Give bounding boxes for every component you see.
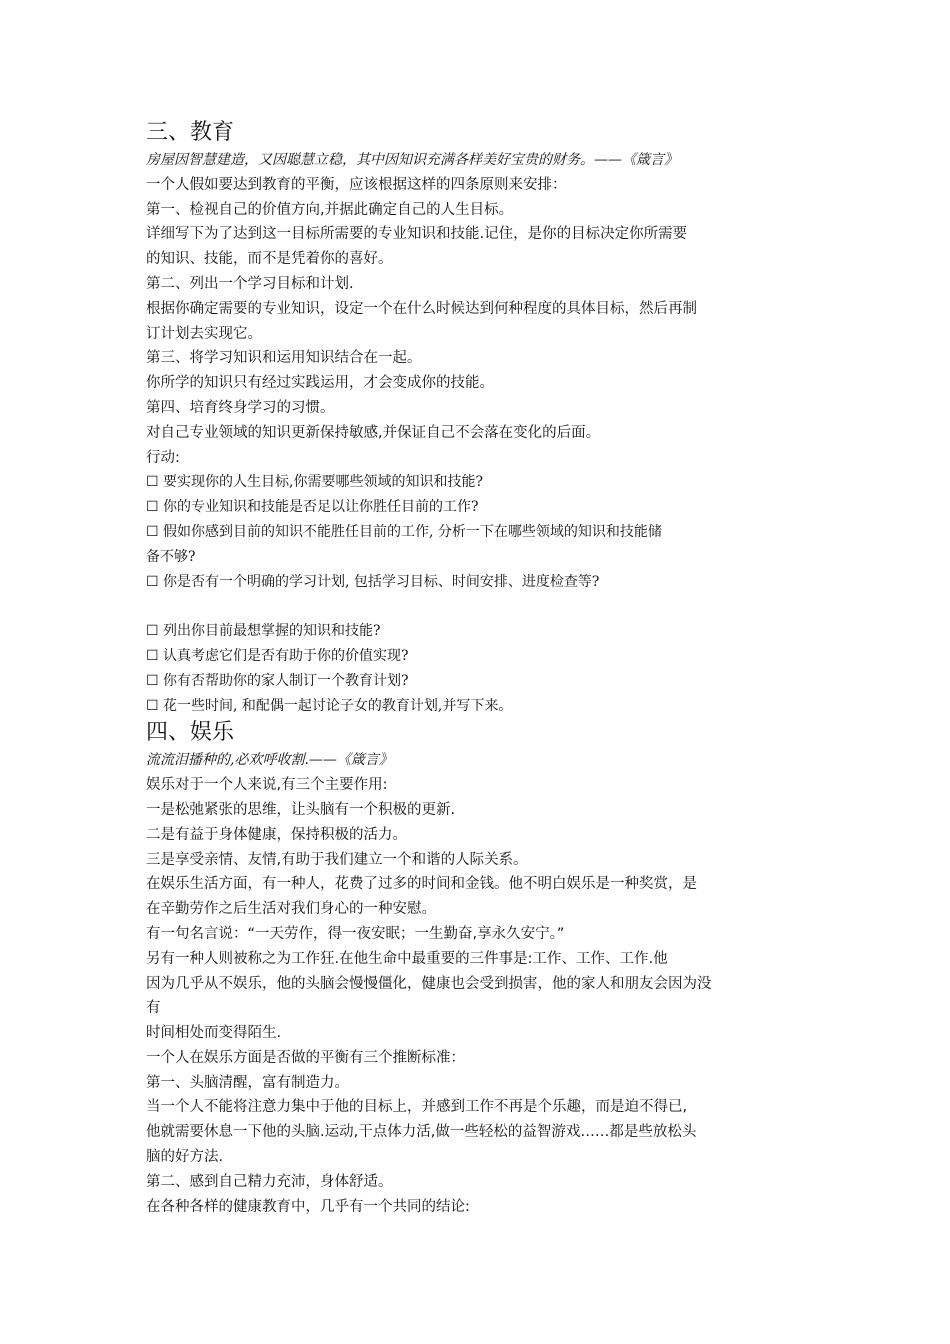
paragraph-line: 另有一种人则被称之为工作狂.在他生命中最重要的三件事是:工作、工作、工作.他 bbox=[146, 950, 668, 967]
paragraph-line: 时间相处而变得陌生. bbox=[146, 1025, 282, 1042]
criterion-heading: 第一、头脑清醒，富有制造力。 bbox=[146, 1074, 349, 1091]
document-page bbox=[146, 118, 826, 1219]
paragraph-line: 一个人在娱乐方面是否做的平衡有三个推断标准： bbox=[146, 1049, 465, 1066]
section-heading-education: 三、教育 bbox=[146, 120, 235, 145]
proverb-quote: 流流泪播种的,必欢呼收割.——《箴言》 bbox=[146, 752, 393, 769]
paragraph-line: 有一句名言说：“一天劳作，得一夜安眠；一生勤奋,享永久安宁。” bbox=[146, 925, 565, 942]
checklist-item: ☐ 要实现你的人生目标,你需要哪些领域的知识和技能? bbox=[146, 474, 483, 491]
paragraph-line: 在娱乐生活方面，有一种人，花费了过多的时间和金钱。他不明白娱乐是一种奖赏，是 bbox=[146, 876, 697, 893]
principle-heading: 第二、列出一个学习目标和计划. bbox=[146, 275, 354, 292]
paragraph-line: 他就需要休息一下他的头脑.运动,干点体力活,做一些轻松的益智游戏……都是些放松头 bbox=[146, 1124, 697, 1141]
paragraph-line: 根据你确定需要的专业知识，设定一个在什么时候达到何种程度的具体目标，然后再制 bbox=[146, 300, 697, 317]
paragraph-line: 订计划去实现它。 bbox=[146, 325, 262, 342]
paragraph-line: 的知识、技能，而不是凭着你的喜好。 bbox=[146, 251, 393, 268]
paragraph-line: 因为几乎从不娱乐，他的头脑会慢慢僵化，健康也会受到损害，他的家人和朋友会因为没 bbox=[146, 975, 712, 992]
principle-heading: 第三、将学习知识和运用知识结合在一起。 bbox=[146, 350, 422, 367]
checklist-item: ☐ 假如你感到目前的知识不能胜任目前的工作, 分析一下在哪些领域的知识和技能储 bbox=[146, 523, 662, 540]
checklist-item: ☐ 你是否有一个明确的学习计划, 包括学习目标、时间安排、进度检查等? bbox=[146, 573, 600, 590]
criterion-heading: 第二、感到自己精力充沛，身体舒适。 bbox=[146, 1173, 393, 1190]
checklist-item: ☐ 花一些时间, 和配偶一起讨论子女的教育计划,并写下来。 bbox=[146, 697, 513, 714]
checklist-item: ☐ 认真考虑它们是否有助于你的价值实现? bbox=[146, 647, 409, 664]
paragraph-line: 三是享受亲情、友情,有助于我们建立一个和谐的人际关系。 bbox=[146, 851, 528, 868]
paragraph-line: 你所学的知识只有经过实践运用，才会变成你的技能。 bbox=[146, 375, 494, 392]
paragraph-line: 一是松弛紧张的思维，让头脑有一个积极的更新. bbox=[146, 801, 456, 818]
paragraph-line: 脑的好方法. bbox=[146, 1149, 224, 1166]
section-heading-entertainment: 四、娱乐 bbox=[146, 720, 235, 746]
paragraph-line: 一个人假如要达到教育的平衡，应该根据这样的四条原则来安排： bbox=[146, 176, 567, 193]
paragraph-line: 有 bbox=[146, 1000, 161, 1017]
blank-line bbox=[146, 594, 826, 619]
principle-heading: 第四、培育终身学习的习惯。 bbox=[146, 399, 335, 416]
proverb-quote: 房屋因智慧建造，又因聪慧立稳，其中因知识充满各样美好宝贵的财务。——《箴言》 bbox=[146, 152, 678, 168]
paragraph-line: 对自己专业领域的知识更新保持敏感,并保证自己不会落在变化的后面。 bbox=[146, 424, 601, 441]
checklist-item: ☐ 列出你目前最想掌握的知识和技能? bbox=[146, 623, 381, 640]
checklist-item: ☐ 你有否帮助你的家人制订一个教育计划? bbox=[146, 672, 409, 689]
paragraph-line: 二是有益于身体健康，保持积极的活力。 bbox=[146, 826, 407, 843]
checklist-item-continuation: 备不够? bbox=[146, 548, 196, 565]
paragraph-line: 娱乐对于一个人来说,有三个主要作用: bbox=[146, 777, 388, 794]
paragraph-line: 在各种各样的健康教育中，几乎有一个共同的结论: bbox=[146, 1198, 470, 1215]
paragraph-line: 在辛勤劳作之后生活对我们身心的一种安慰。 bbox=[146, 901, 436, 918]
principle-heading: 第一、检视自己的价值方向,并据此确定自己的人生目标。 bbox=[146, 201, 514, 218]
action-label: 行动: bbox=[146, 449, 180, 466]
checklist-item: ☐ 你的专业知识和技能是否足以让你胜任目前的工作? bbox=[146, 499, 479, 516]
paragraph-line: 当一个人不能将注意力集中于他的目标上，并感到工作不再是个乐趣，而是迫不得已, bbox=[146, 1099, 688, 1116]
paragraph-line: 详细写下为了达到这一目标所需要的专业知识和技能.记住，是你的目标决定你所需要 bbox=[146, 226, 688, 243]
